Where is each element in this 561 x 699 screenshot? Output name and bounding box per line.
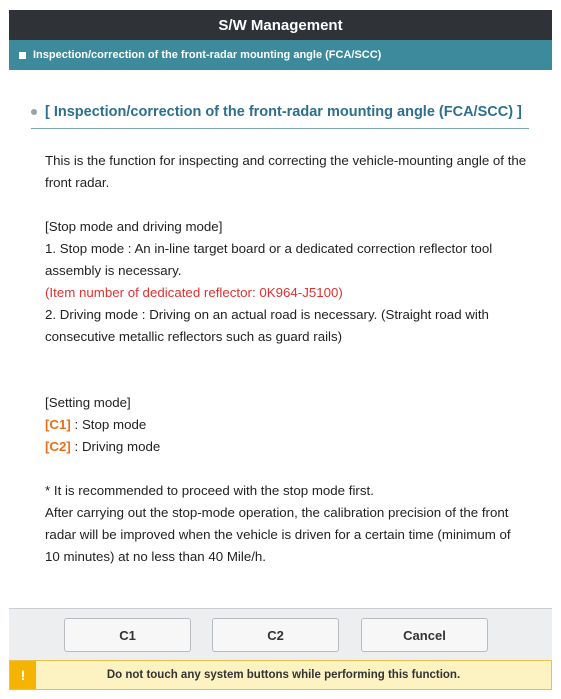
section-divider [31,128,529,129]
intro-paragraph: This is the function for inspecting and correcting the vehicle-mounting angle of the front radar. [45,153,527,190]
content-panel [9,70,552,608]
recommendation-detail: After carrying out the stop-mode operation, the calibration precision of the front radar will be improved when the vehicle is driven for a certain time (minimum of 10 minutes) at no less than 40 Mile/h. [45,505,511,564]
square-bullet-icon [19,52,26,59]
setting-item-c1 [45,414,527,436]
c2-button[interactable]: C2 [212,618,339,652]
c1-button[interactable]: C1 [64,618,191,652]
warning-banner [9,660,552,690]
setting-code-c1: [C1] [45,417,71,432]
reflector-part-number: (Item number of dedicated reflector: 0K964-J5100) [45,285,343,300]
section-heading [31,104,531,120]
setting-code-c2: [C2] [45,439,71,454]
bullet-dot-icon [31,109,37,115]
setting-mode-heading: [Setting mode] [45,395,131,410]
window-title: S/W Management [9,10,552,40]
setting-text-c1: : Stop mode [70,417,147,432]
warning-text: Do not touch any system buttons while performing this function. [106,669,461,681]
instructions-text [45,150,527,568]
cancel-button[interactable]: Cancel [361,618,488,652]
recommendation-note: * It is recommended to proceed with the stop mode first. [45,483,374,498]
button-bar [9,608,552,660]
driving-mode-description: 2. Driving mode : Driving on an actual road is necessary. (Straight road with consecutive metallic reflectors such as guard rails) [45,307,489,344]
stop-mode-description: 1. Stop mode : An in-line target board or a dedicated correction reflector tool assembly is necessary. [45,241,493,278]
setting-item-c2 [45,436,527,458]
mode-heading: [Stop mode and driving mode] [45,219,223,234]
setting-text-c2: : Driving mode [70,439,161,454]
function-header [9,40,552,70]
section-heading-label: [ Inspection/correction of the front-radar mounting angle (FCA/SCC) ] [45,104,522,120]
warning-icon: ! [10,661,36,689]
function-header-label: Inspection/correction of the front-radar mounting angle (FCA/SCC) [33,49,382,61]
